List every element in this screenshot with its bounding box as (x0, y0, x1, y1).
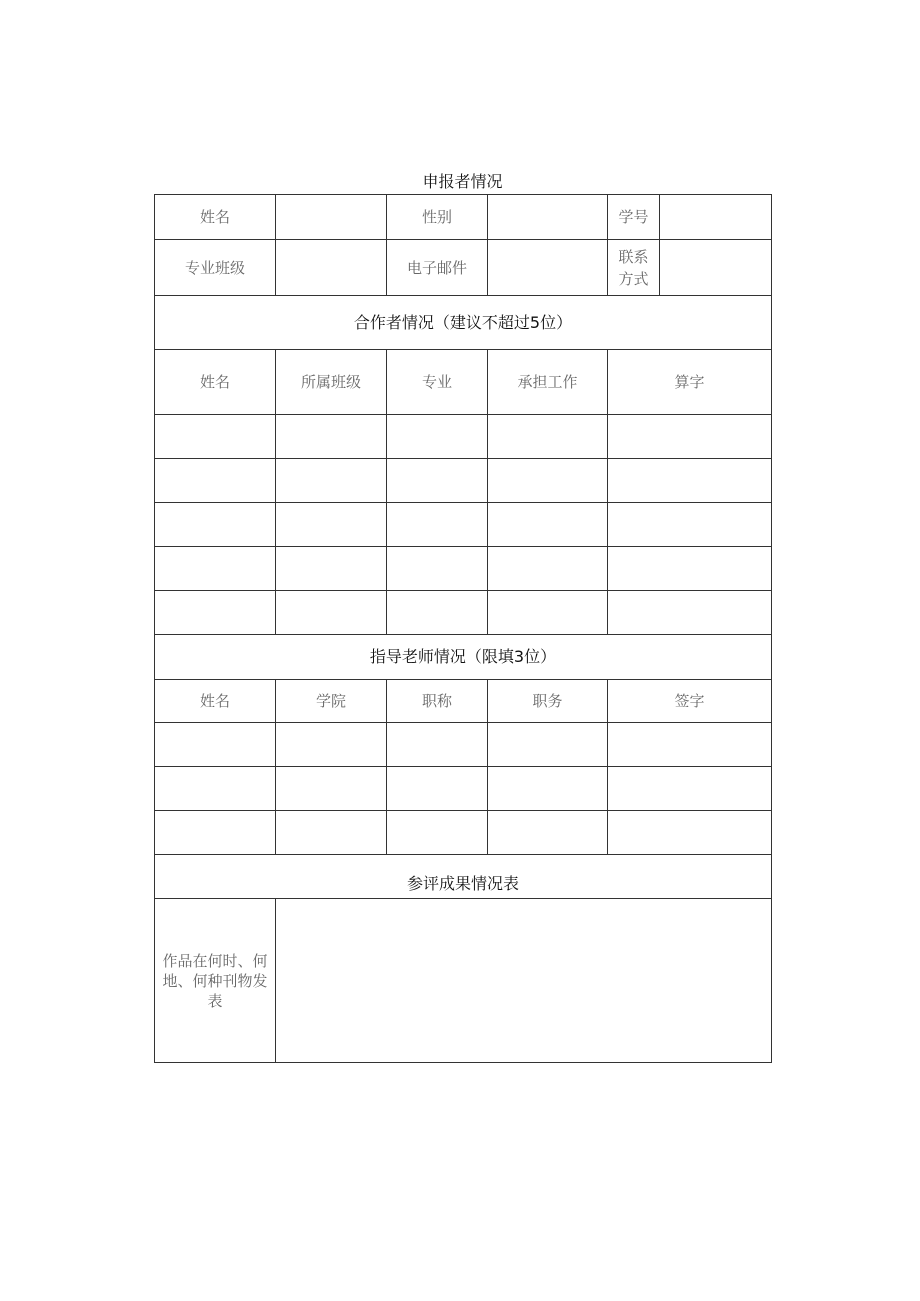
advisor-sign-cell[interactable] (608, 767, 772, 811)
collaborator-row (155, 591, 772, 635)
advisor-header-college: 学院 (276, 680, 387, 723)
advisor-header-title: 职称 (387, 680, 488, 723)
advisor-position-cell[interactable] (488, 767, 608, 811)
contact-label (608, 240, 660, 296)
name-label: 姓名 (155, 195, 276, 240)
collaborator-class-cell[interactable] (276, 459, 387, 503)
applicant-gender-field[interactable] (488, 195, 608, 240)
major-class-label: 专业班级 (155, 240, 276, 296)
advisor-title-cell[interactable] (387, 811, 488, 855)
advisor-college-cell[interactable] (276, 723, 387, 767)
collaborator-class-cell[interactable] (276, 591, 387, 635)
collaborator-sign-cell[interactable] (608, 459, 772, 503)
results-title-row (155, 855, 772, 899)
collaborator-major-cell[interactable] (387, 547, 488, 591)
advisor-header-sign: 签字 (608, 680, 772, 723)
collab-header-work: 承担工作 (488, 350, 608, 415)
advisor-sign-cell[interactable] (608, 811, 772, 855)
collaborator-name-cell[interactable] (155, 415, 276, 459)
applicant-email-field[interactable] (488, 240, 608, 296)
results-section-title: 参评成果情况表 (155, 855, 772, 899)
advisor-college-cell[interactable] (276, 767, 387, 811)
collaborator-major-cell[interactable] (387, 503, 488, 547)
advisor-title-cell[interactable] (387, 767, 488, 811)
applicant-major-class-field[interactable] (276, 240, 387, 296)
collaborator-name-cell[interactable] (155, 459, 276, 503)
advisor-header-name: 姓名 (155, 680, 276, 723)
collaborator-row (155, 547, 772, 591)
advisor-title-cell[interactable] (387, 723, 488, 767)
collaborator-work-cell[interactable] (488, 415, 608, 459)
advisor-position-cell[interactable] (488, 723, 608, 767)
collaborators-header-row (155, 350, 772, 415)
advisor-row (155, 767, 772, 811)
advisor-name-cell[interactable] (155, 811, 276, 855)
advisor-header-position: 职务 (488, 680, 608, 723)
collaborator-sign-cell[interactable] (608, 547, 772, 591)
advisors-title-row (155, 635, 772, 680)
applicant-student-id-field[interactable] (660, 195, 772, 240)
collaborators-section-title: 合作者情况（建议不超过5位） (155, 296, 772, 350)
advisor-college-cell[interactable] (276, 811, 387, 855)
collaborator-work-cell[interactable] (488, 503, 608, 547)
collaborator-sign-cell[interactable] (608, 591, 772, 635)
collaborator-major-cell[interactable] (387, 459, 488, 503)
collab-header-sign: 算字 (608, 350, 772, 415)
publication-label: 作品在何时、何地、何种刊物发表 (155, 899, 276, 1063)
advisor-name-cell[interactable] (155, 723, 276, 767)
applicant-section-title: 申报者情况 (422, 172, 503, 191)
student-id-label: 学号 (608, 195, 660, 240)
contact-label-line2: 方式 (618, 269, 649, 288)
advisor-row (155, 811, 772, 855)
advisors-section-title: 指导老师情况（限填3位） (155, 635, 772, 680)
advisor-position-cell[interactable] (488, 811, 608, 855)
collaborator-sign-cell[interactable] (608, 415, 772, 459)
advisors-header-row (155, 680, 772, 723)
advisor-name-cell[interactable] (155, 767, 276, 811)
collaborator-row (155, 503, 772, 547)
email-label: 电子邮件 (387, 240, 488, 296)
applicant-row-2 (155, 240, 772, 296)
collaborator-major-cell[interactable] (387, 591, 488, 635)
collaborator-name-cell[interactable] (155, 547, 276, 591)
collaborator-class-cell[interactable] (276, 547, 387, 591)
advisor-sign-cell[interactable] (608, 723, 772, 767)
application-form-table (154, 194, 772, 1063)
collaborator-class-cell[interactable] (276, 503, 387, 547)
publication-row (155, 899, 772, 1063)
collaborator-work-cell[interactable] (488, 547, 608, 591)
gender-label: 性别 (387, 195, 488, 240)
collaborator-name-cell[interactable] (155, 503, 276, 547)
collaborator-work-cell[interactable] (488, 459, 608, 503)
collaborator-major-cell[interactable] (387, 415, 488, 459)
collaborator-row (155, 415, 772, 459)
collaborator-work-cell[interactable] (488, 591, 608, 635)
collab-header-name: 姓名 (155, 350, 276, 415)
publication-field[interactable] (276, 899, 772, 1063)
collab-header-major: 专业 (387, 350, 488, 415)
applicant-row-1 (155, 195, 772, 240)
applicant-contact-field[interactable] (660, 240, 772, 296)
collab-header-class: 所属班级 (276, 350, 387, 415)
collaborators-title-row (155, 296, 772, 350)
contact-label-line1: 联系 (618, 247, 649, 266)
collaborator-class-cell[interactable] (276, 415, 387, 459)
collaborator-sign-cell[interactable] (608, 503, 772, 547)
advisor-row (155, 723, 772, 767)
collaborator-name-cell[interactable] (155, 591, 276, 635)
collaborator-row (155, 459, 772, 503)
applicant-name-field[interactable] (276, 195, 387, 240)
